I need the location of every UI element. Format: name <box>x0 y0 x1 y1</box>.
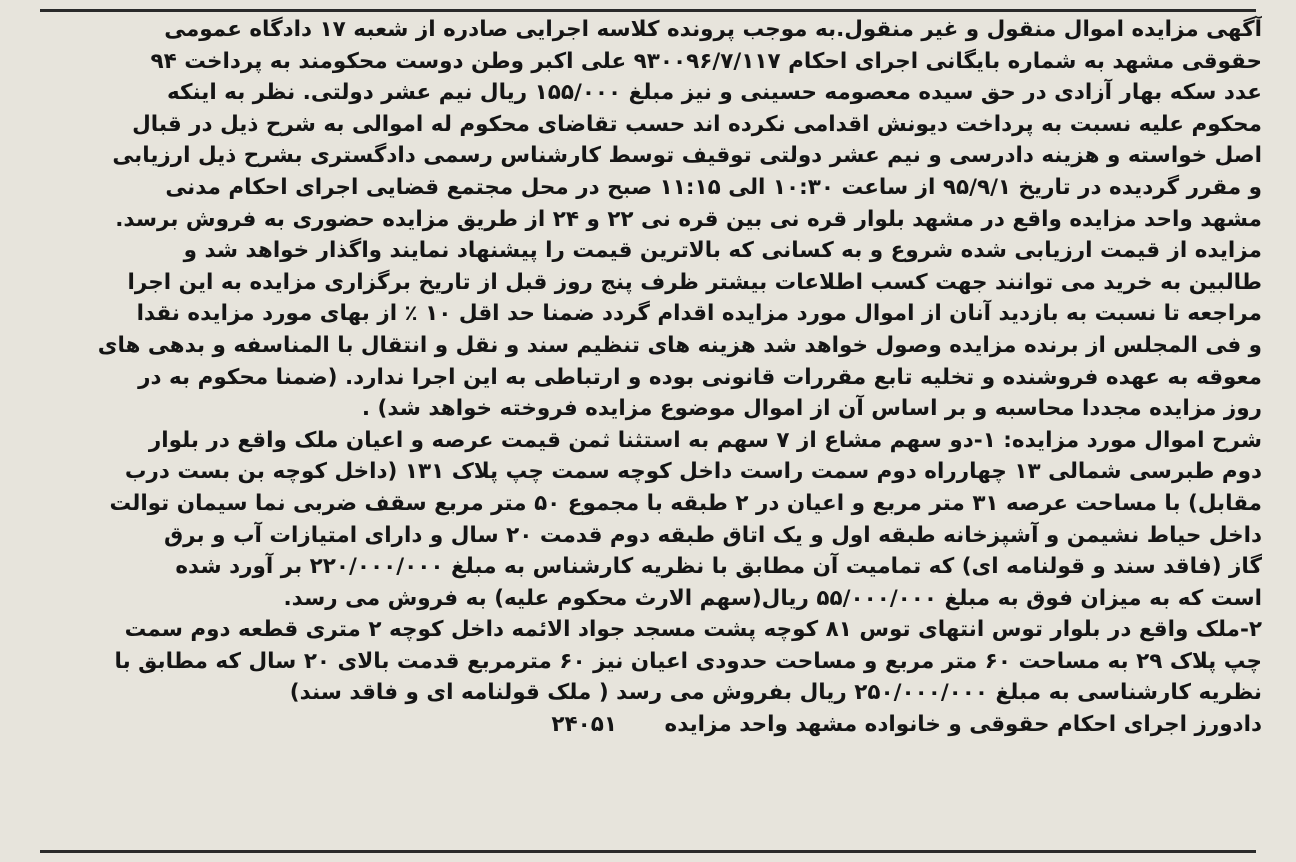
notice-line: و مقرر گردیده در تاریخ ۹۵/۹/۱ از ساعت ۱۰:۳۰ الی ۱۱:۱۵ صبح در محل مجتمع قضایی اجرای احکام مدنی <box>165 174 1262 200</box>
notice-line: آگهی مزایده اموال منقول و غیر منقول.به موجب پرونده کلاسه اجرایی صادره از شعبه ۱۷ دادگاه عمومی <box>164 17 1262 42</box>
notice-line: و فی المجلس از برنده مزایده وصول خواهد شد هزینه های تنظیم سند و نقل و انتقال با المناسفه و بدهی های <box>97 332 1262 358</box>
notice-line: داخل حیاط نشیمن و آشپزخانه طبقه اول و یک اتاق طبقه دوم قدمت ۲۰ سال و دارای امتیازات آب و برق <box>163 522 1262 548</box>
notice-line: مشهد واحد مزایده واقع در مشهد بلوار قره نی بین قره نی ۲۲ و ۲۴ از طریق مزایده حضوری به فروش برسد. <box>115 206 1262 232</box>
notice-line: ۲-ملک واقع در بلوار توس انتهای توس ۸۱ کوچه پشت مسجد جواد الائمه داخل کوچه ۲ متری قطعه دوم سمت <box>124 617 1262 643</box>
notice-line: عدد سکه بهار آزادی در حق سیده معصومه حسینی و نیز مبلغ ۱۵۵/۰۰۰ ریال نیم عشر دولتی. نظر به اینکه <box>166 80 1262 106</box>
issuer-signature: دادورز اجرای احکام حقوقی و خانواده مشهد واحد مزایده <box>664 712 1262 738</box>
notice-footer <box>34 709 1262 741</box>
notice-line: حقوقی مشهد به شماره بایگانی اجرای احکام ۹۳۰۰۹۶/۷/۱۱۷ علی اکبر وطن دوست محکومند به پرداخت ۹۴ <box>150 48 1262 74</box>
notice-line: شرح اموال مورد مزایده: ۱-دو سهم مشاع از ۷ سهم به استثنا ثمن قیمت عرصه و اعیان ملک واقع در بلوار <box>148 427 1262 453</box>
notice-line: طالبین به خرید می توانند جهت کسب اطلاعات بیشتر ظرف پنج روز قبل از تاریخ برگزاری مزایده به این اجرا <box>127 269 1262 295</box>
notice-line: مقابل) با مساحت عرصه ۳۱ متر مربع و اعیان در ۲ طبقه با مجموع ۵۰ متر مربع سقف ضربی نما سیمان توالت <box>109 490 1262 516</box>
notice-line: نظریه کارشناسی به مبلغ ۲۵۰/۰۰۰/۰۰۰ ریال بفروش می رسد ( ملک قولنامه ای و فاقد سند) <box>289 680 1262 706</box>
notice-line: محکوم علیه نسبت به پرداخت دیونش اقدامی نکرده اند حسب تقاضای محکوم له اموالی به شرح ذیل در قبال <box>132 111 1262 137</box>
notice-line: اصل خواسته و هزینه دادرسی و نیم عشر دولتی توقیف توسط کارشناس رسمی دادگستری بشرح ذیل ارزیابی <box>112 143 1262 169</box>
notice-line: مراجعه تا نسبت به بازدید آنان از اموال مورد مزایده اقدام گردد ضمنا حد اقل ۱۰ ٪ از بهای مورد مزایده نقدا <box>136 301 1262 327</box>
notice-line: مزایده از قیمت ارزیابی شده شروع و به کسانی که بالاترین قیمت را پیشنهاد نمایند واگذار خواهد شد و <box>183 238 1262 264</box>
notice-line: روز مزایده مجددا محاسبه و بر اساس آن از اموال موضوع مزایده فروخته خواهد شد) . <box>361 396 1262 422</box>
notice-line: است که به میزان فوق به مبلغ ۵۵/۰۰۰/۰۰۰ ریال(سهم الارث محکوم علیه) به فروش می رسد. <box>283 585 1262 611</box>
ad-number: ۲۴۰۵۱ <box>551 712 617 738</box>
notice-line: گاز (فاقد سند و قولنامه ای) که تمامیت آن مطابق با نظریه کارشناس به مبلغ ۲۲۰/۰۰۰/۰۰۰ بر آورد شده <box>175 554 1262 580</box>
top-border-rule <box>40 9 1256 12</box>
notice-line: چپ پلاک ۲۹ به مساحت ۶۰ متر مربع و مساحت حدودی اعیان نیز ۶۰ مترمربع قدمت بالای ۲۰ سال که مطابق با <box>114 648 1262 674</box>
notice-line: معوقه به عهده فروشنده و تخلیه تابع مقررات قانونی بوده و ارتباطی به این اجرا ندارد. (ضمنا محکوم به در <box>138 364 1262 390</box>
bottom-border-rule <box>40 850 1256 853</box>
auction-notice <box>34 14 1262 741</box>
notice-line: دوم طبرسی شمالی ۱۳ چهارراه دوم سمت راست داخل کوچه سمت چپ پلاک ۱۳۱ (داخل کوچه بن بست درب <box>124 459 1262 485</box>
